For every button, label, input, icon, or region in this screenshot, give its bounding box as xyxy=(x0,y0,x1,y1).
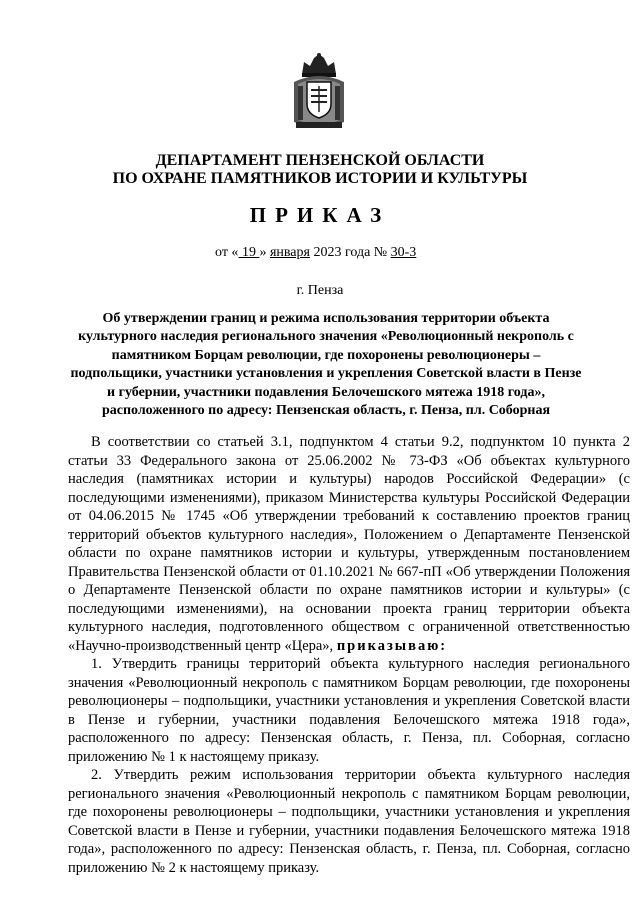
order-month: января xyxy=(269,245,310,260)
order-date-number xyxy=(215,245,416,261)
order-day: 19 xyxy=(238,245,260,260)
preamble-text: В соответствии со статьей 3.1, подпунктом 4 статьи 9.2, подпунктом 10 пункта 2 статьи 33 Федерального закона от 25.06.2002 № 73-ФЗ «Об объектах культурного наследия (памятниках истории и культуры) народов Российской Федерации» (с последующими изменениями), приказом Министерства культуры Российской Федерации от 04.06.2015 № 1745 «Об утверждении требований к составлению проектов границ территорий объектов культурного наследия», Положением о Департаменте Пензенской области по охране памятников истории и культуры, утвержденным постановлением Правительства Пензенской области от 01.10.2021 № 667-пП «Об утверждении Положения о Департаменте Пензенской области по охране памятников истории и культуры» (с последующими изменениями), на основании проекта границ территории объекта культурного наследия, подготовленного обществом с ограниченной ответственностью «Научно-производственный центр «Цера», xyxy=(68,434,630,654)
order-date-prefix: от « xyxy=(215,245,239,260)
department-title-line1: ДЕПАРТАМЕНТ ПЕНЗЕНСКОЙ ОБЛАСТИ xyxy=(155,152,485,169)
decree-word: приказываю: xyxy=(336,637,448,654)
department-title-line2: ПО ОХРАНЕ ПАМЯТНИКОВ ИСТОРИИ И КУЛЬТУРЫ xyxy=(112,170,528,187)
coat-of-arms-icon xyxy=(288,52,350,132)
order-city: г. Пенза xyxy=(296,283,344,298)
order-number: 30-3 xyxy=(390,245,417,260)
order-year-text: 2023 года № xyxy=(309,245,391,260)
order-title: ПРИКАЗ xyxy=(249,203,391,227)
item-2-paragraph: 2. Утвердить режим использования территории объекта культурного наследия регионального значения «Революционный некрополь с памятником Борцам революции, где похоронены революционеры – подпольщики, участники установления и укрепления Советской власти в Пензе и губернии, участники подавления Белочешского мятежа 1918 года», расположенного по адресу: Пензенская область, г. Пенза, пл. Соборная, согласно приложению № 2 к настоящему приказу. xyxy=(68,767,630,876)
preamble-paragraph xyxy=(68,433,630,655)
order-subject: Об утверждении границ и режима использования территории объекта культурного наследия регионального значения «Революционный некрополь с памятником Борцам революции, где похоронены революционеры – подпольщики, участники установления и укрепления Советской власти в Пензе и губернии, участники подавления Белочешского мятежа 1918 года», расположенного по адресу: Пензенская область, г. Пенза, пл. Соборная xyxy=(70,311,582,419)
item-1-paragraph: 1. Утвердить границы территорий объекта культурного наследия регионального значения «Революционный некрополь с памятником Борцам революции, где похоронены революционеры – подпольщики, участники установления и укрепления Советской власти в Пензе и губернии, участники подавления Белочешского мятежа 1918 года», расположенного по адресу: Пензенская область, г. Пенза, пл. Соборная, согласно приложению № 1 к настоящему приказу. xyxy=(68,656,630,765)
order-date-mid: » xyxy=(259,245,270,260)
order-body xyxy=(68,433,630,877)
